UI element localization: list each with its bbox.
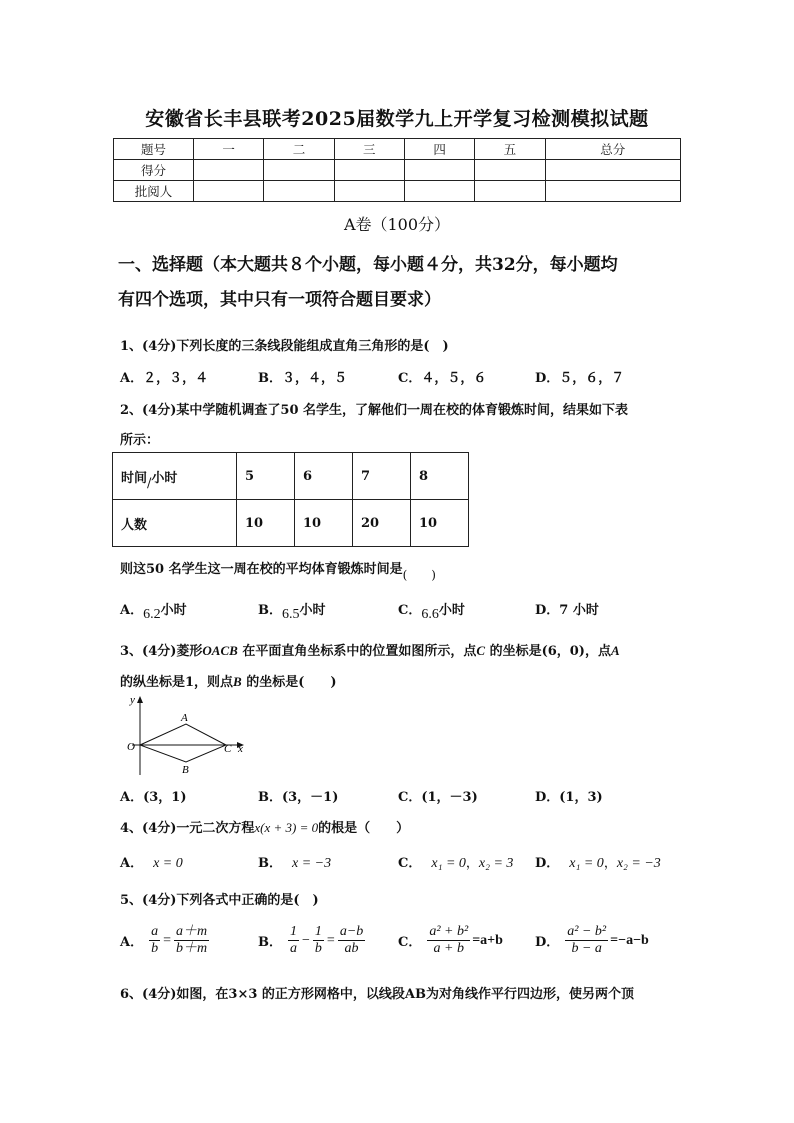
q3-option-b[interactable]: B．(3，－1) bbox=[258, 790, 339, 805]
option-letter: B． bbox=[258, 856, 282, 871]
q3-option-d[interactable]: D．(1，3) bbox=[535, 790, 603, 805]
option-letter: A． bbox=[120, 856, 144, 871]
score-header-cell: 二 bbox=[264, 139, 334, 160]
table-header-cell: 人数 bbox=[113, 500, 237, 547]
answer-paren: ( ) bbox=[402, 568, 436, 582]
q3-option-a[interactable]: A．(3，1) bbox=[120, 790, 187, 805]
q3-option-c[interactable]: C．(1，－3) bbox=[398, 790, 478, 805]
minus: − bbox=[302, 932, 310, 948]
y-axis-arrow-icon bbox=[137, 696, 143, 703]
denominator: b bbox=[151, 941, 159, 956]
q1-option-b[interactable]: B．３，４，５ bbox=[258, 371, 347, 386]
q1-option-c[interactable]: C．４，５，６ bbox=[398, 371, 487, 386]
score-header-cell: 题号 bbox=[114, 139, 194, 160]
option-expr: x₁ = 0 bbox=[569, 856, 604, 871]
option-sep: ， bbox=[603, 856, 617, 871]
q1-option-a[interactable]: A．２，３，４ bbox=[120, 371, 209, 386]
option-expr: x = 0 bbox=[153, 856, 183, 871]
option-rhs: =a+b bbox=[472, 932, 503, 948]
q3-var: B bbox=[233, 674, 242, 689]
point-b-label: B bbox=[182, 764, 189, 776]
score-cell[interactable] bbox=[475, 181, 545, 202]
numerator: a² + b² bbox=[429, 924, 469, 939]
denominator: b − a bbox=[571, 941, 602, 956]
fraction bbox=[565, 924, 608, 957]
table-cell: 10 bbox=[295, 500, 353, 547]
score-cell[interactable] bbox=[475, 160, 545, 181]
question-2-stem: 2、(4分)某中学随机调查了50 名学生，了解他们一周在校的体育锻炼时间，结果如下表 bbox=[120, 403, 629, 418]
score-table bbox=[113, 138, 681, 202]
table-row bbox=[113, 453, 469, 500]
table-cell: 10 bbox=[237, 500, 295, 547]
option-expr: x = −3 bbox=[292, 856, 332, 871]
numerator: a bbox=[151, 924, 159, 939]
fraction bbox=[313, 924, 324, 957]
score-cell[interactable] bbox=[334, 181, 404, 202]
hour-label: 小时 bbox=[151, 470, 178, 486]
option-unit: 7 小时 bbox=[559, 603, 599, 618]
question-2-ask-text: 则这50 名学生这一周在校的平均体育锻炼时间是 bbox=[120, 562, 403, 577]
option-letter: D． bbox=[535, 935, 560, 950]
q2-option-b[interactable] bbox=[258, 599, 326, 622]
section-heading bbox=[118, 248, 688, 318]
denominator: ab bbox=[344, 941, 359, 956]
option-expr: x₂ = −3 bbox=[616, 856, 661, 871]
score-cell[interactable] bbox=[264, 160, 334, 181]
table-cell: 20 bbox=[353, 500, 411, 547]
q4-option-c[interactable] bbox=[398, 852, 513, 872]
q4-text: 4、(4分)一元二次方程 bbox=[120, 821, 255, 836]
q3-text: 3、(4分)菱形 bbox=[120, 644, 203, 659]
score-cell[interactable] bbox=[545, 160, 680, 181]
table-cell: 6 bbox=[295, 453, 353, 500]
score-cell[interactable] bbox=[404, 160, 474, 181]
q3-text: 的纵坐标是1，则点 bbox=[120, 675, 234, 690]
option-value: 6.6 bbox=[421, 607, 439, 622]
q2-option-d[interactable] bbox=[535, 599, 599, 618]
option-letter: A． bbox=[120, 935, 144, 950]
fraction bbox=[338, 924, 365, 957]
option-expr: x₁ = 0 bbox=[431, 856, 466, 871]
option-letter: B． bbox=[258, 935, 282, 950]
option-unit: 小时 bbox=[299, 603, 326, 618]
option-letter: C． bbox=[398, 935, 422, 950]
q2-option-a[interactable] bbox=[120, 599, 187, 622]
rhombus-figure bbox=[118, 690, 258, 780]
q4-option-d[interactable] bbox=[535, 852, 661, 872]
score-table-header-row bbox=[114, 139, 681, 160]
score-cell[interactable] bbox=[404, 181, 474, 202]
option-sep: ， bbox=[465, 856, 479, 871]
option-letter: D． bbox=[535, 856, 560, 871]
option-letter: B． bbox=[258, 603, 282, 618]
fraction bbox=[427, 924, 470, 957]
option-letter: C． bbox=[398, 856, 422, 871]
option-unit: 小时 bbox=[160, 603, 187, 618]
question-2-stem-cont: 所示： bbox=[120, 433, 160, 448]
q3-text: 在平面直角坐标系中的位置如图所示，点 bbox=[242, 644, 477, 659]
exercise-time-table bbox=[112, 452, 469, 547]
score-header-cell: 五 bbox=[475, 139, 545, 160]
time-label: 时间 bbox=[121, 470, 148, 486]
point-a-label: A bbox=[181, 712, 188, 724]
score-cell[interactable] bbox=[264, 181, 334, 202]
y-label: y bbox=[130, 694, 135, 706]
option-rhs: =−a−b bbox=[610, 932, 649, 948]
numerator: 1 bbox=[314, 924, 322, 939]
q4-option-b[interactable] bbox=[258, 852, 331, 872]
table-cell: 8 bbox=[411, 453, 469, 500]
question-3-stem-cont bbox=[120, 671, 337, 690]
score-header-cell: 四 bbox=[404, 139, 474, 160]
table-header-cell: 时间/小时 bbox=[113, 453, 237, 500]
section-heading-line: 一、选择题（本大题共８个小题，每小题４分，共32分，每小题均 bbox=[118, 255, 618, 275]
q3-text: 的坐标是(6，0)，点 bbox=[489, 644, 611, 659]
table-cell: 7 bbox=[353, 453, 411, 500]
point-c-label: C bbox=[224, 743, 232, 755]
equals: = bbox=[163, 932, 171, 948]
fraction bbox=[288, 924, 299, 957]
option-value: 6.2 bbox=[143, 607, 161, 622]
table-row bbox=[113, 500, 469, 547]
q4-text: 的根是（ ） bbox=[318, 821, 410, 836]
numerator: a＋m bbox=[176, 924, 208, 939]
q5-option-d[interactable] bbox=[535, 924, 649, 957]
option-unit: 小时 bbox=[438, 603, 465, 618]
denominator: b bbox=[314, 941, 322, 956]
q5-option-a[interactable] bbox=[120, 924, 209, 957]
score-header-cell: 三 bbox=[334, 139, 404, 160]
question-1-stem: 1、(4分)下列长度的三条线段能组成直角三角形的是( ) bbox=[120, 339, 449, 354]
q4-equation: x(x + 3) = 0 bbox=[254, 820, 319, 835]
score-cell[interactable] bbox=[334, 160, 404, 181]
score-cell[interactable] bbox=[194, 181, 264, 202]
score-cell[interactable] bbox=[194, 160, 264, 181]
option-letter: C． bbox=[398, 603, 422, 618]
table-cell: 10 bbox=[411, 500, 469, 547]
table-cell: 5 bbox=[237, 453, 295, 500]
option-expr: x₂ = 3 bbox=[478, 856, 514, 871]
denominator: b＋m bbox=[176, 941, 208, 956]
exam-title: 安徽省长丰县联考2025届数学九上开学复习检测模拟试题 bbox=[145, 108, 649, 130]
paper-subtitle: A卷（100分） bbox=[343, 215, 451, 234]
score-row-label: 得分 bbox=[114, 160, 194, 181]
fraction bbox=[149, 924, 160, 957]
question-6-stem: 6、(4分)如图，在3×3 的正方形网格中，以线段AB为对角线作平行四边形，使另两个顶 bbox=[120, 987, 634, 1002]
q3-text: 的坐标是( ) bbox=[246, 675, 337, 690]
rhombus-shape bbox=[140, 724, 226, 762]
option-value: 6.5 bbox=[282, 607, 300, 622]
section-heading-line: 有四个选项，其中只有一项符合题目要求） bbox=[118, 290, 441, 310]
option-letter: D． bbox=[535, 603, 560, 618]
score-header-cell: 一 bbox=[194, 139, 264, 160]
question-4-stem bbox=[120, 817, 409, 836]
numerator: 1 bbox=[290, 924, 297, 939]
score-table-row bbox=[114, 181, 681, 202]
fraction bbox=[174, 924, 209, 957]
x-label: x bbox=[238, 743, 243, 755]
q3-var: A bbox=[610, 643, 620, 658]
numerator: a² − b² bbox=[567, 924, 607, 939]
equals: = bbox=[326, 932, 335, 948]
question-3-stem bbox=[120, 640, 620, 659]
numerator: a−b bbox=[339, 924, 364, 939]
score-table-row bbox=[114, 160, 681, 181]
score-row-label: 批阅人 bbox=[114, 181, 194, 202]
q5-option-c[interactable] bbox=[398, 924, 503, 957]
denominator: a bbox=[290, 941, 297, 956]
question-5-stem: 5、(4分)下列各式中正确的是( ) bbox=[120, 893, 319, 908]
score-cell[interactable] bbox=[545, 181, 680, 202]
q3-var: OACB bbox=[202, 643, 238, 658]
q2-option-c[interactable] bbox=[398, 599, 465, 622]
question-2-ask bbox=[120, 558, 436, 582]
origin-label: O bbox=[127, 741, 135, 753]
q3-var: C bbox=[476, 643, 486, 658]
q1-option-d[interactable]: D．５，６，７ bbox=[535, 371, 625, 386]
option-letter: A． bbox=[120, 603, 144, 618]
q5-option-b[interactable] bbox=[258, 924, 365, 957]
denominator: a + b bbox=[433, 941, 464, 956]
q4-option-a[interactable] bbox=[120, 852, 183, 872]
score-header-cell: 总分 bbox=[545, 139, 680, 160]
